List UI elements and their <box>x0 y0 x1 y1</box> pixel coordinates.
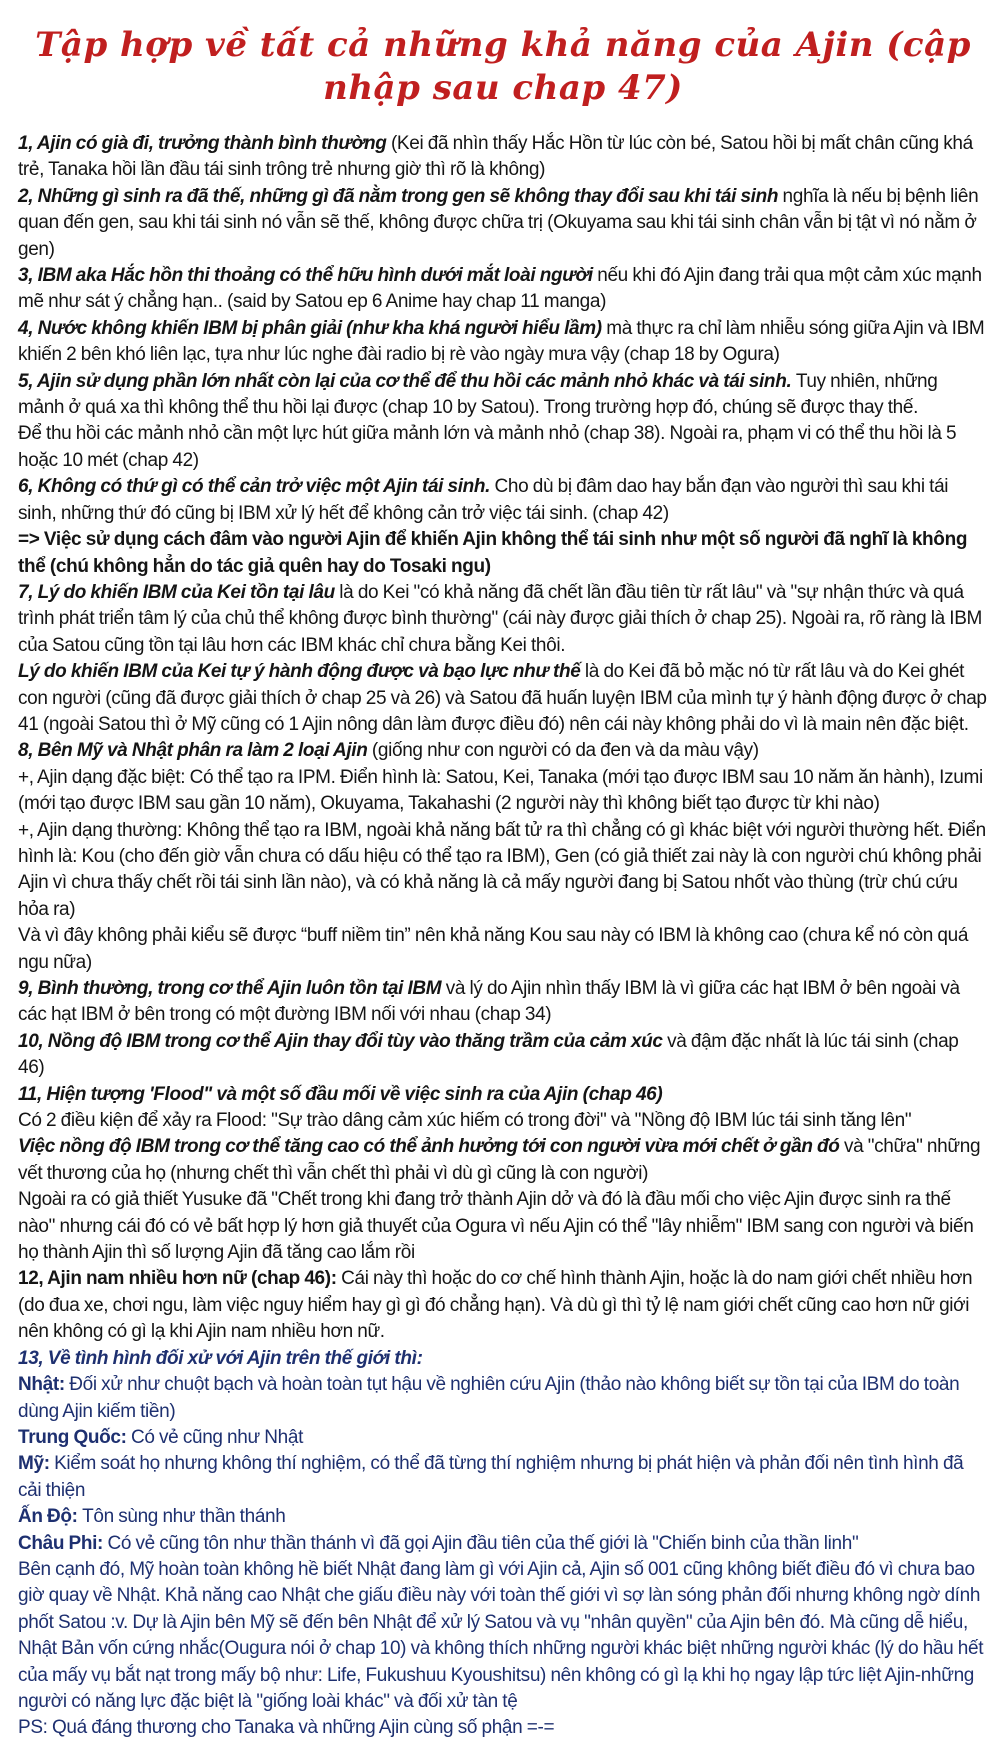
text-segment: 4, Nước không khiến IBM bị phân giải (như kha khá người hiểu lầm) <box>18 317 607 339</box>
paragraph-9 <box>18 580 988 659</box>
text-segment: Ấn Độ: <box>18 1506 83 1528</box>
text-segment: 5, Ajin sử dụng phần lớn nhất còn lại của cơ thể để thu hồi các mảnh nhỏ khác và tái sinh. <box>18 370 796 392</box>
text-segment: 13, Về tình hình đối xử với Ajin trên thế giới thì: <box>18 1347 423 1369</box>
text-segment: và "chữa" những vết thương của họ (nhưng chết thì vẫn chết thì phải vì dù gì cũng là con người) <box>18 1136 981 1184</box>
paragraph-23 <box>18 1372 988 1425</box>
paragraph-17 <box>18 1082 988 1108</box>
text-segment: Cho dù bị đâm dao hay bắn đạn vào người thì sau khi tái sinh, những thứ đó cũng bị IBM xử lý hết để không cản trở việc tái sinh. (chap 42) <box>18 476 949 524</box>
paragraph-5 <box>18 369 988 422</box>
text-segment: là do Kei đã bỏ mặc nó từ rất lâu và do Kei ghét con người (cũng đã được giải thích ở chap 25 và 26) và Satou đã huấn luyện IBM của mình tự ý hành động được ở chap 41 (ngoài Satou thì ở Mỹ cũng có 1 Ajin nông dân làm được điều đó) nên cái này không phải do vì là main nên đặc biệt. <box>18 661 987 735</box>
paragraph-21 <box>18 1266 988 1345</box>
text-segment: Cái này thì hoặc do cơ chế hình thành Ajin, hoặc là do nam giới chết nhiều hơn (do đua xe, chơi ngu, làm việc nguy hiểm hay gì gì đó chẳng hạn). Và dù gì thì tỷ lệ nam giới chết cũng cao hơn nữ giới nên không có gì lạ khi Ajin nam nhiều hơn nữ. <box>18 1268 973 1343</box>
paragraph-4 <box>18 316 988 369</box>
paragraph-27 <box>18 1531 988 1557</box>
text-segment: và đậm đặc nhất là lúc tái sinh (chap 46) <box>18 1030 959 1079</box>
text-segment: 7, Lý do khiến IBM của Kei tồn tại lâu <box>18 581 340 603</box>
text-segment: Có 2 điều kiện để xảy ra Flood: "Sự trào dâng cảm xúc hiếm có trong đời" và "Nồng độ IBM lúc tái sinh tăng lên" <box>18 1110 912 1132</box>
paragraph-28 <box>18 1557 988 1715</box>
text-segment: 9, Bình thường, trong cơ thể Ajin luôn tồn tại IBM <box>18 978 446 999</box>
text-segment: là do Kei "có khả năng đã chết lần đầu tiên từ rất lâu" và "sự nhận thức và quá trình phát triển tâm lý của chủ thể không được bình thường" (cái này được giải thích ở chap 25). Ngoài ra, rõ ràng là IBM của Satou cũng tồn tại lâu hơn các IBM khác chỉ chưa bằng Kei thôi. <box>18 581 983 656</box>
text-segment: Bên cạnh đó, Mỹ hoàn toàn không hề biết Nhật đang làm gì với Ajin cả, Ajin số 001 cũng không biết điều đó vì chưa bao giờ quay về Nhật. Khả năng cao Nhật che giấu điều này với toàn thế giới vì sợ làn sóng phản đối nhưng không ngờ dính phốt Satou :v. Dự là Ajin bên Mỹ sẽ đến bên Nhật để xử lý Satou và vụ "nhân quyền" của Ajin bên đó. Mà cũng dễ hiểu, Nhật Bản vốn cứng nhắc(Ougura nói ở chap 10) và không thích những người khác biệt những người khác (lý do hầu hết của mấy vụ bắt nạt trong mấy bộ như: Life, Fukushuu Kyoushitsu) nên không có gì lạ khi họ ngay lập tức liệt Ajin-những người có năng lực đặc biệt là "giống loài khác" và đối xử tàn tệ <box>18 1558 984 1712</box>
document-body <box>18 131 988 1742</box>
text-segment: Có vẻ cũng tôn như thần thánh vì đã gọi Ajin đầu tiên của thế giới là "Chiến binh của thần linh" <box>107 1532 859 1554</box>
text-segment: 8, Bên Mỹ và Nhật phân ra làm 2 loại Ajin <box>18 740 372 762</box>
text-segment: và lý do Ajin nhìn thấy IBM là vì giữa các hạt IBM ở bên ngoài và các hạt IBM ở bên trong có một đường IBM nối với nhau (chap 34) <box>18 978 960 1026</box>
text-segment: nếu khi đó Ajin đang trải qua một cảm xúc mạnh mẽ như sát ý chẳng hạn.. (said by Satou ep 6 Anime hay chap 11 manga) <box>18 265 982 313</box>
text-segment: 11, Hiện tượng 'Flood" và một số đầu mối về việc sinh ra của Ajin (chap 46) <box>18 1083 663 1105</box>
page-title: Tập hợp về tất cả những khả năng của Ajin (cập nhập sau chap 47) <box>35 25 971 108</box>
text-segment: Nhật: <box>18 1374 70 1396</box>
paragraph-15 <box>18 976 988 1029</box>
paragraph-24 <box>18 1425 988 1451</box>
paragraph-8 <box>18 527 988 580</box>
text-segment: Có vẻ cũng như Nhật <box>131 1426 304 1448</box>
text-segment: Để thu hồi các mảnh nhỏ cần một lực hút giữa mảnh lớn và mảnh nhỏ (chap 38). Ngoài ra, phạm vi có thể thu hồi là 5 hoặc 10 mét (chap 42) <box>18 423 957 471</box>
paragraph-10 <box>18 659 988 738</box>
text-segment: (giống như con người có da đen và da màu vậy) <box>371 740 759 762</box>
paragraph-3 <box>18 263 988 316</box>
text-segment: 10, Nồng độ IBM trong cơ thể Ajin thay đổi tùy vào thăng trầm của cảm xúc <box>18 1030 668 1052</box>
paragraph-2 <box>18 184 988 263</box>
text-segment: Và vì đây không phải kiểu sẽ được “buff niềm tin” nên khả năng Kou sau này có IBM là không cao (chưa kể nó còn quá ngu nữa) <box>18 925 969 973</box>
paragraph-16 <box>18 1029 988 1082</box>
text-segment: mà thực ra chỉ làm nhiễu sóng giữa Ajin và IBM khiến 2 bên khó liên lạc, tựa như lúc nghe đài radio bị rè vào ngày mưa vậy (chap 18 by Ogura) <box>18 317 985 366</box>
text-segment: 6, Không có thứ gì có thể cản trở việc một Ajin tái sinh. <box>18 476 495 498</box>
paragraph-6 <box>18 421 988 474</box>
text-segment: Ngoài ra có giả thiết Yusuke đã "Chết trong khi đang trở thành Ajin dở và đó là đầu mối cho việc Ajin được sinh ra thế nào" nhưng cái đó có vẻ bất hợp lý hơn giả thuyết của Ogura vì nếu Ajin có thể "lây nhiễm" IBM sang con người và biến họ thành Ajin thì số lượng Ajin đã tăng cao lắm rồi <box>18 1189 974 1264</box>
text-segment: nghĩa là nếu bị bệnh liên quan đến gen, sau khi tái sinh nó vẫn sẽ thế, không được chữa trị (Okuyama sau khi tái sinh chân vẫn bị tật vì nó nằm ở gen) <box>18 185 979 260</box>
text-segment: Tuy nhiên, những mảnh ở quá xa thì không thể thu hồi lại được (chap 10 by Satou). Trong trường hợp đó, chúng sẽ được thay thế. <box>18 370 938 419</box>
text-segment: 3, IBM aka Hắc hồn thi thoảng có thể hữu hình dưới mắt loài người <box>18 265 598 287</box>
text-segment: Việc nồng độ IBM trong cơ thể tăng cao có thể ảnh hưởng tới con người vừa mới chết ở gần đó <box>18 1136 844 1158</box>
paragraph-14 <box>18 923 988 976</box>
paragraph-11 <box>18 738 988 764</box>
paragraph-19 <box>18 1134 988 1187</box>
text-segment: Kiểm soát họ nhưng không thí nghiệm, có thể đã từng thí nghiệm nhưng bị phát hiện và phản đối nên tình hình đã cải thiện <box>18 1453 964 1501</box>
text-segment: +, Ajin dạng đặc biệt: Có thể tạo ra IPM. Điển hình là: Satou, Kei, Tanaka (mới tạo được IBM sau 10 năm ăn hành), Izumi (mới tạo được IBM sau gần 10 năm), Okuyama, Takahashi (2 người này thì không biết tạo được từ khi nào) <box>18 766 983 815</box>
text-segment: Mỹ: <box>18 1453 55 1475</box>
text-segment: 12, Ajin nam nhiều hơn nữ (chap 46): <box>18 1268 342 1290</box>
paragraph-7 <box>18 474 988 527</box>
text-segment: (Kei đã nhìn thấy Hắc Hồn từ lúc còn bé, Satou hồi bị mất chân cũng khá trẻ, Tanaka hồi lần đầu tái sinh trông trẻ nhưng giờ thì rõ là không) <box>18 133 973 181</box>
paragraph-1 <box>18 131 988 184</box>
paragraph-26 <box>18 1504 988 1530</box>
paragraph-13 <box>18 818 988 924</box>
text-segment: PS: Quá đáng thương cho Tanaka và những Ajin cùng số phận =-= <box>18 1717 555 1739</box>
text-segment: Tôn sùng như thần thánh <box>82 1506 286 1528</box>
text-segment: Đối xử như chuột bạch và hoàn toàn tụt hậu về nghiên cứu Ajin (thảo nào không biết sự tồn tại của IBM do toàn dùng Ajin kiếm tiền) <box>18 1374 960 1422</box>
text-segment: 2, Những gì sinh ra đã thế, những gì đã nằm trong gen sẽ không thay đổi sau khi tái sinh <box>18 185 783 207</box>
paragraph-29 <box>18 1715 988 1741</box>
text-segment: +, Ajin dạng thường: Không thể tạo ra IBM, ngoài khả năng bất tử ra thì chẳng có gì khác biệt với người thường hết. Điển hình là: Kou (cho đến giờ vẫn chưa có dấu hiệu có thể tạo ra IBM), Gen (có giả thiết zai này là con người chú không phải Ajin vì chưa thấy chết rồi tái sinh lần nào), và có khả năng là cả mấy người đang bị Satou nhốt vào thùng (trừ chú cứu hỏa ra) <box>18 819 986 920</box>
text-segment: Lý do khiến IBM của Kei tự ý hành động được và bạo lực như thế <box>18 661 585 683</box>
paragraph-20 <box>18 1187 988 1266</box>
text-segment: Châu Phi: <box>18 1532 108 1554</box>
paragraph-22 <box>18 1346 988 1372</box>
text-segment: 1, Ajin có già đi, trưởng thành bình thường <box>18 133 391 154</box>
paragraph-18 <box>18 1108 988 1134</box>
text-segment: => Việc sử dụng cách đâm vào người Ajin để khiến Ajin không thể tái sinh như một số người đã nghĩ là không thể (chú không hẳn do tác giả quên hay do Tosaki ngu) <box>18 529 968 577</box>
text-segment: Trung Quốc: <box>18 1426 132 1448</box>
paragraph-25 <box>18 1451 988 1504</box>
paragraph-12 <box>18 765 988 818</box>
